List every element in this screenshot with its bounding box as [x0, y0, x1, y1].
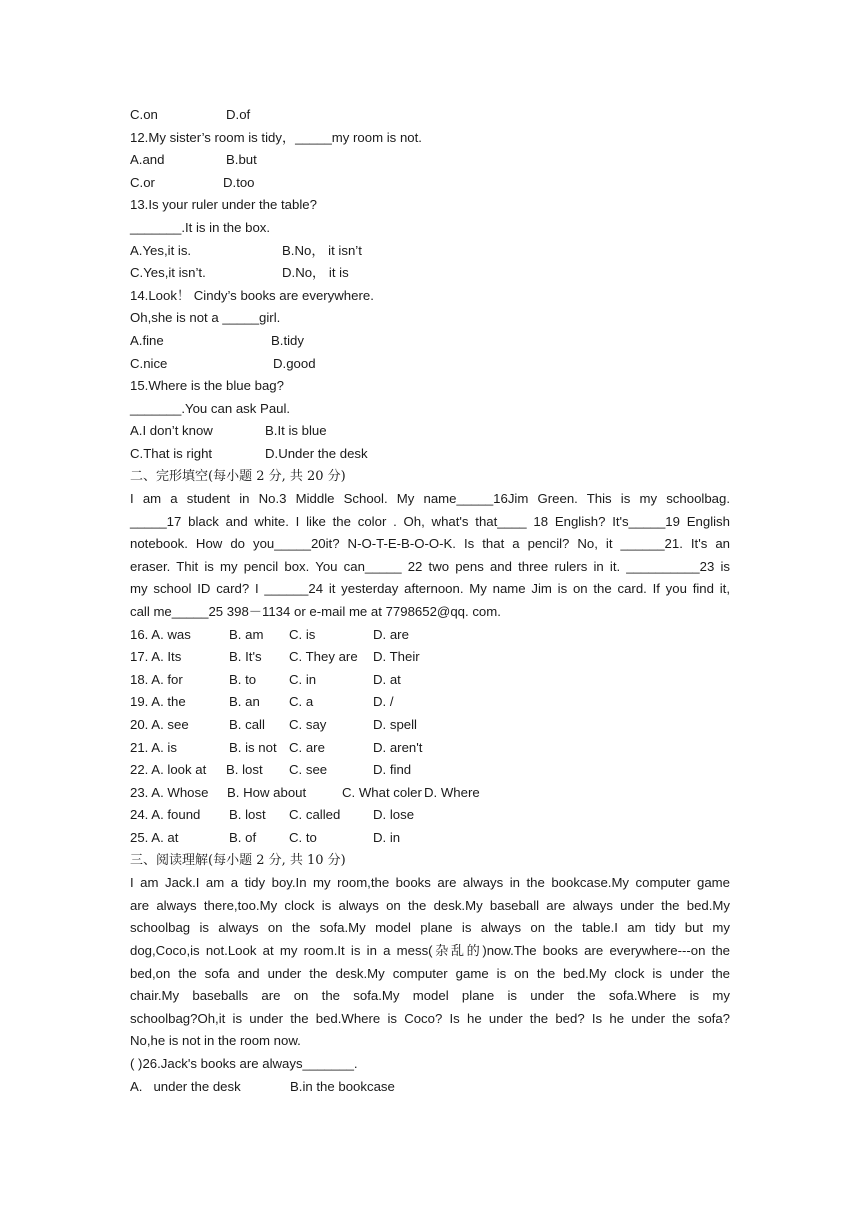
- option: B.in the bookcase: [290, 1078, 395, 1094]
- option: D. at: [373, 671, 401, 687]
- option: D.too: [223, 174, 255, 190]
- question-line: _______.You can ask Paul.: [130, 400, 291, 416]
- cloze-options-row: [130, 759, 730, 782]
- option: B.No， it isn’t: [282, 242, 362, 258]
- option: D. Their: [373, 649, 420, 665]
- option: D. /: [373, 694, 394, 710]
- option: B. to: [229, 671, 257, 687]
- passage-line: eraser. Thit is my pencil box. You can_____ 22 two pens and three rulers in it. __________23 is: [130, 558, 730, 574]
- passage-line: schoolbag is always on the sofa.My model plane is always on the table.I am tidy but my: [130, 920, 730, 936]
- option: B.It is blue: [265, 423, 327, 439]
- passage-line: call me_____25 398－1134 or e-mail me at 7798652@qq. com.: [130, 604, 501, 620]
- question-line: Oh,she is not a _____girl.: [130, 310, 281, 326]
- exam-content: [130, 104, 730, 1098]
- option: D. spell: [373, 717, 417, 733]
- option: D.of: [226, 107, 251, 122]
- option: A. under the desk: [130, 1078, 241, 1094]
- option: 23. A. Whose: [130, 784, 209, 800]
- passage-line: chair.My baseballs are on the sofa.My model plane is under the sofa.Where is my: [130, 988, 730, 1004]
- option: A.and: [130, 152, 165, 168]
- option: D. Where: [424, 784, 480, 800]
- option: D. aren't: [373, 739, 423, 755]
- question-line: _______.It is in the box.: [130, 219, 271, 235]
- option: C. are: [289, 739, 325, 755]
- option: C. What coler: [342, 784, 422, 800]
- option: C. is: [289, 626, 316, 642]
- cloze-options-row: [130, 646, 730, 669]
- option: 25. A. at: [130, 830, 179, 845]
- option: C. to: [289, 830, 317, 845]
- question-line: 14.Look！ Cindy’s books are everywhere.: [130, 287, 374, 303]
- passage-line: I am Jack.I am a tidy boy.In my room,the books are always in the bookcase.My computer game: [130, 875, 730, 891]
- passage-line: notebook. How do you_____20it? N-O-T-E-B-O-O-K. Is that a pencil? No, it ______21. It's an: [130, 536, 730, 552]
- question-line: ( )26.Jack's books are always_______.: [130, 1055, 358, 1071]
- option: B. It's: [229, 649, 262, 665]
- option: 19. A. the: [130, 694, 186, 710]
- option: B. lost: [229, 807, 266, 823]
- option: A.fine: [130, 332, 164, 348]
- cloze-options-row: [130, 804, 730, 827]
- option: D.good: [273, 355, 316, 371]
- cloze-options-row: [130, 624, 730, 647]
- option: C. They are: [289, 649, 358, 665]
- answer-options: [130, 262, 730, 285]
- option: C.That is right: [130, 445, 213, 461]
- answer-options: [130, 420, 730, 443]
- option: B. How about: [227, 784, 307, 800]
- option: B. is not: [229, 739, 277, 755]
- section-heading-cloze: 二、完形填空(每小题 2 分, 共 20 分): [130, 468, 346, 484]
- answer-options: [130, 104, 730, 127]
- option: D. lose: [373, 807, 415, 823]
- passage-line: dog,Coco,is not.Look at my room.It is in a mess(杂乱的)now.The books are everywhere---on the: [130, 942, 730, 958]
- option: D.Under the desk: [265, 445, 368, 461]
- cloze-options-row: [130, 827, 730, 850]
- passage-line: schoolbag?Oh,it is under the bed.Where is Coco? Is he under the bed? Is he under the sofa?: [130, 1010, 730, 1026]
- section-heading-reading: 三、阅读理解(每小题 2 分, 共 10 分): [130, 852, 346, 868]
- answer-options: [130, 353, 730, 376]
- option: 17. A. Its: [130, 649, 182, 665]
- option: C.or: [130, 174, 155, 190]
- option: C. say: [289, 717, 327, 733]
- option: 21. A. is: [130, 739, 177, 755]
- answer-options: [130, 240, 730, 263]
- cloze-options-row: [130, 714, 730, 737]
- option: B.but: [226, 152, 257, 168]
- option: C. called: [289, 807, 341, 823]
- option: B. of: [229, 830, 257, 845]
- option: C. see: [289, 762, 328, 778]
- question-line: 12.My sister’s room is tidy，_____my room is not.: [130, 129, 422, 145]
- passage-line: my school ID card? I ______24 it yesterday afternoon. My name Jim is on the card. If you find it,: [130, 581, 730, 597]
- answer-options: [130, 172, 730, 195]
- option: C.Yes,it isn’t.: [130, 265, 206, 281]
- option: D. find: [373, 762, 412, 778]
- option: A.I don’t know: [130, 423, 213, 439]
- passage-line: I am a student in No.3 Middle School. My name_____16Jim Green. This is my schoolbag.: [130, 491, 730, 507]
- question-line: 13.Is your ruler under the table?: [130, 197, 317, 213]
- passage-line: are always there,too.My clock is always on the desk.My baseball are always under the bed.My: [130, 897, 730, 913]
- passage-line: _____17 black and white. I like the color . Oh, what's that____ 18 English? It's_____19 English: [130, 513, 730, 529]
- cloze-options-row: [130, 669, 730, 692]
- option: C. in: [289, 671, 317, 687]
- passage-line: bed,on the sofa and under the desk.My computer game is on the bed.My clock is under the: [130, 965, 730, 981]
- option: 22. A. look at: [130, 762, 207, 778]
- question-line: 15.Where is the blue bag?: [130, 378, 284, 394]
- option: 24. A. found: [130, 807, 201, 823]
- answer-options: [130, 443, 730, 466]
- option: A.Yes,it is.: [130, 242, 192, 258]
- answer-options: [130, 330, 730, 353]
- option: D. are: [373, 626, 409, 642]
- option: 20. A. see: [130, 717, 189, 733]
- answer-options: [130, 149, 730, 172]
- answer-options: [130, 1076, 730, 1099]
- option: 16. A. was: [130, 626, 191, 642]
- cloze-options-row: [130, 691, 730, 714]
- option: D. in: [373, 830, 401, 845]
- passage-line: No,he is not in the room now.: [130, 1033, 301, 1049]
- option: B. an: [229, 694, 260, 710]
- option: C. a: [289, 694, 314, 710]
- cloze-options-row: [130, 782, 730, 805]
- option: B. am: [229, 626, 264, 642]
- option: D.No， it is: [282, 265, 349, 281]
- cloze-options-row: [130, 737, 730, 760]
- option: 18. A. for: [130, 671, 183, 687]
- option: B.tidy: [271, 332, 304, 348]
- option: B. call: [229, 717, 265, 733]
- option: C.nice: [130, 355, 168, 371]
- option: C.on: [130, 107, 158, 122]
- option: B. lost: [226, 762, 263, 778]
